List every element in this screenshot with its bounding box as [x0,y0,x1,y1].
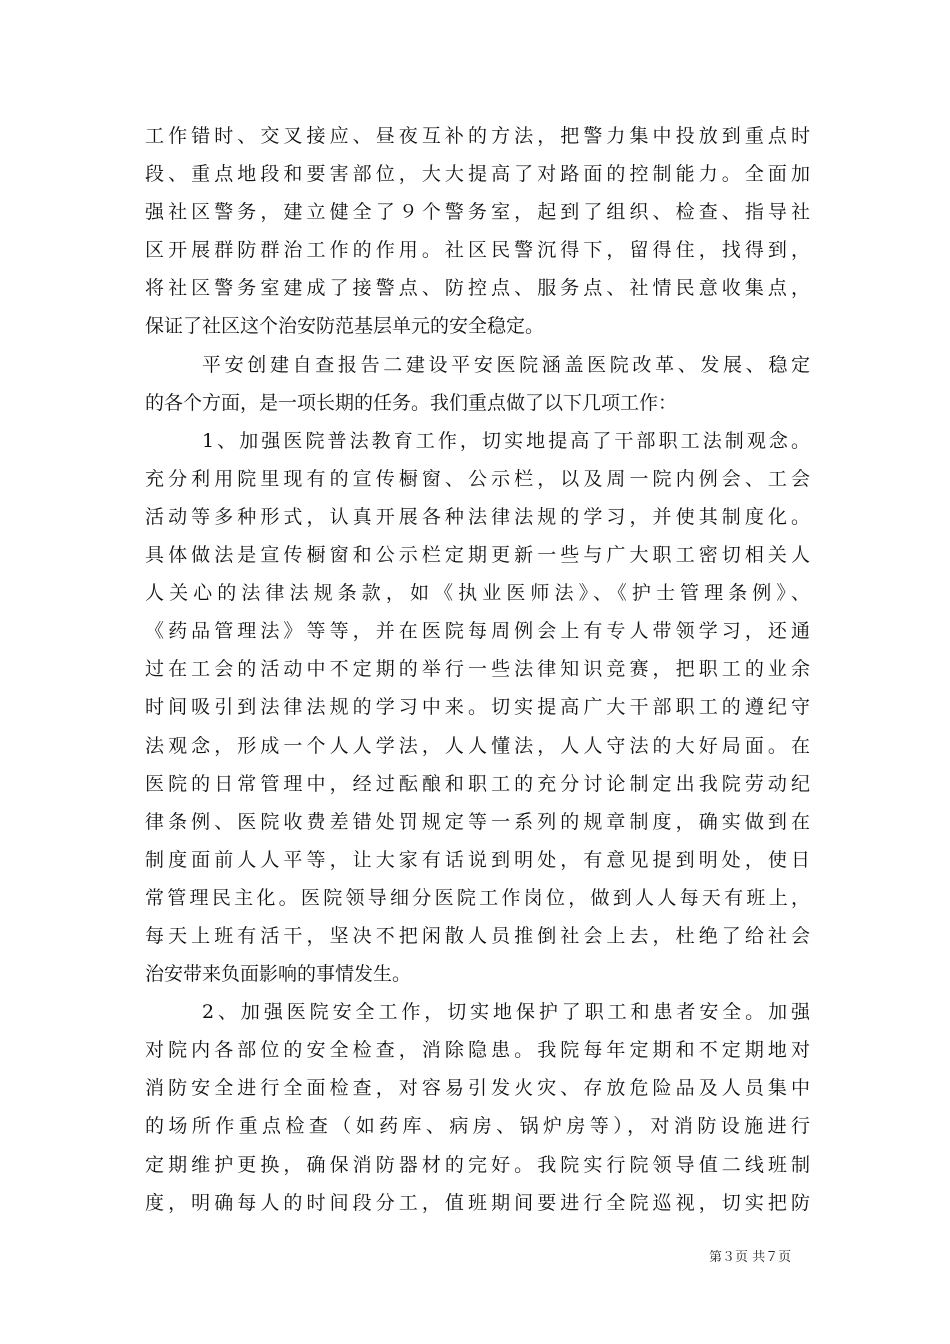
text-line: 每天上班有活干，坚决不把闲散人员推倒社会上去，杜绝了给社会 [145,924,810,947]
paragraph [145,346,810,422]
text-line: 段、重点地段和要害部位，大大提高了对路面的控制能力。全面加 [145,163,810,186]
text-line: 强社区警务，建立健全了９个警务室，起到了组织、检查、指导社 [145,201,810,224]
text-line: 常管理民主化。医院领导细分医院工作岗位，做到人人每天有班上， [145,886,810,909]
text-line: 消防安全进行全面检查，对容易引发火灾、存放危险品及人员集中 [145,1077,810,1100]
text-line: 定期维护更换，确保消防器材的完好。我院实行院领导值二线班制 [145,1153,810,1176]
text-line: 律条例、医院收费差错处罚规定等一系列的规章制度，确实做到在 [145,810,810,833]
text-line: 平安创建自查报告二建设平安医院涵盖医院改革、发展、稳定 [202,353,810,376]
text-line: 充分利用院里现有的宣传橱窗、公示栏，以及周一院内例会、工会 [145,467,810,490]
paragraph [145,422,810,993]
text-line: 过在工会的活动中不定期的举行一些法律知识竞赛，把职工的业余 [145,658,810,681]
text-line: 的场所作重点检查（如药库、病房、锅炉房等），对消防设施进行 [145,1115,810,1138]
text-line: 对院内各部位的安全检查，消除隐患。我院每年定期和不定期地对 [145,1039,810,1062]
text-line: 度，明确每人的时间段分工，值班期间要进行全院巡视，切实把防 [145,1191,810,1214]
text-line: 《药品管理法》等等，并在医院每周例会上有专人带领学习，还通 [145,620,810,643]
text-line: 活动等多种形式，认真开展各种法律法规的学习，并使其制度化。 [145,505,810,528]
text-line: 工作错时、交叉接应、昼夜互补的方法，把警力集中投放到重点时 [145,125,810,147]
text-line: 医院的日常管理中，经过酝酿和职工的充分讨论制定出我院劳动纪 [145,772,810,795]
paragraph [145,993,810,1222]
text-line: 时间吸引到法律法规的学习中来。切实提高广大干部职工的遵纪守 [145,696,810,719]
text-line: 将社区警务室建成了接警点、防控点、服务点、社情民意收集点， [145,277,810,300]
text-line: 保证了社区这个治安防范基层单元的安全稳定。 [145,315,545,338]
text-line: 2、加强医院安全工作，切实地保护了职工和患者安全。加强 [202,1001,810,1024]
paragraph [145,117,810,346]
text-line: 具体做法是宣传橱窗和公示栏定期更新一些与广大职工密切相关人 [145,544,810,567]
document-body [145,117,810,1222]
page-number: 第３页 共７页 [709,1250,792,1265]
text-line: 人关心的法律法规条款，如《执业医师法》、《护士管理条例》、 [145,582,810,605]
text-line: 区开展群防群治工作的作用。社区民警沉得下，留得住，找得到， [145,239,810,262]
text-line: 法观念，形成一个人人学法，人人懂法，人人守法的大好局面。在 [145,734,810,757]
text-line: 1、加强医院普法教育工作，切实地提高了干部职工法制观念。 [202,429,810,452]
text-line: 的各个方面，是一项长期的任务。我们重点做了以下几项工作： [145,391,678,414]
text-line: 治安带来负面影响的事情发生。 [145,963,412,986]
text-line: 制度面前人人平等，让大家有话说到明处，有意见提到明处，使日 [145,848,810,871]
